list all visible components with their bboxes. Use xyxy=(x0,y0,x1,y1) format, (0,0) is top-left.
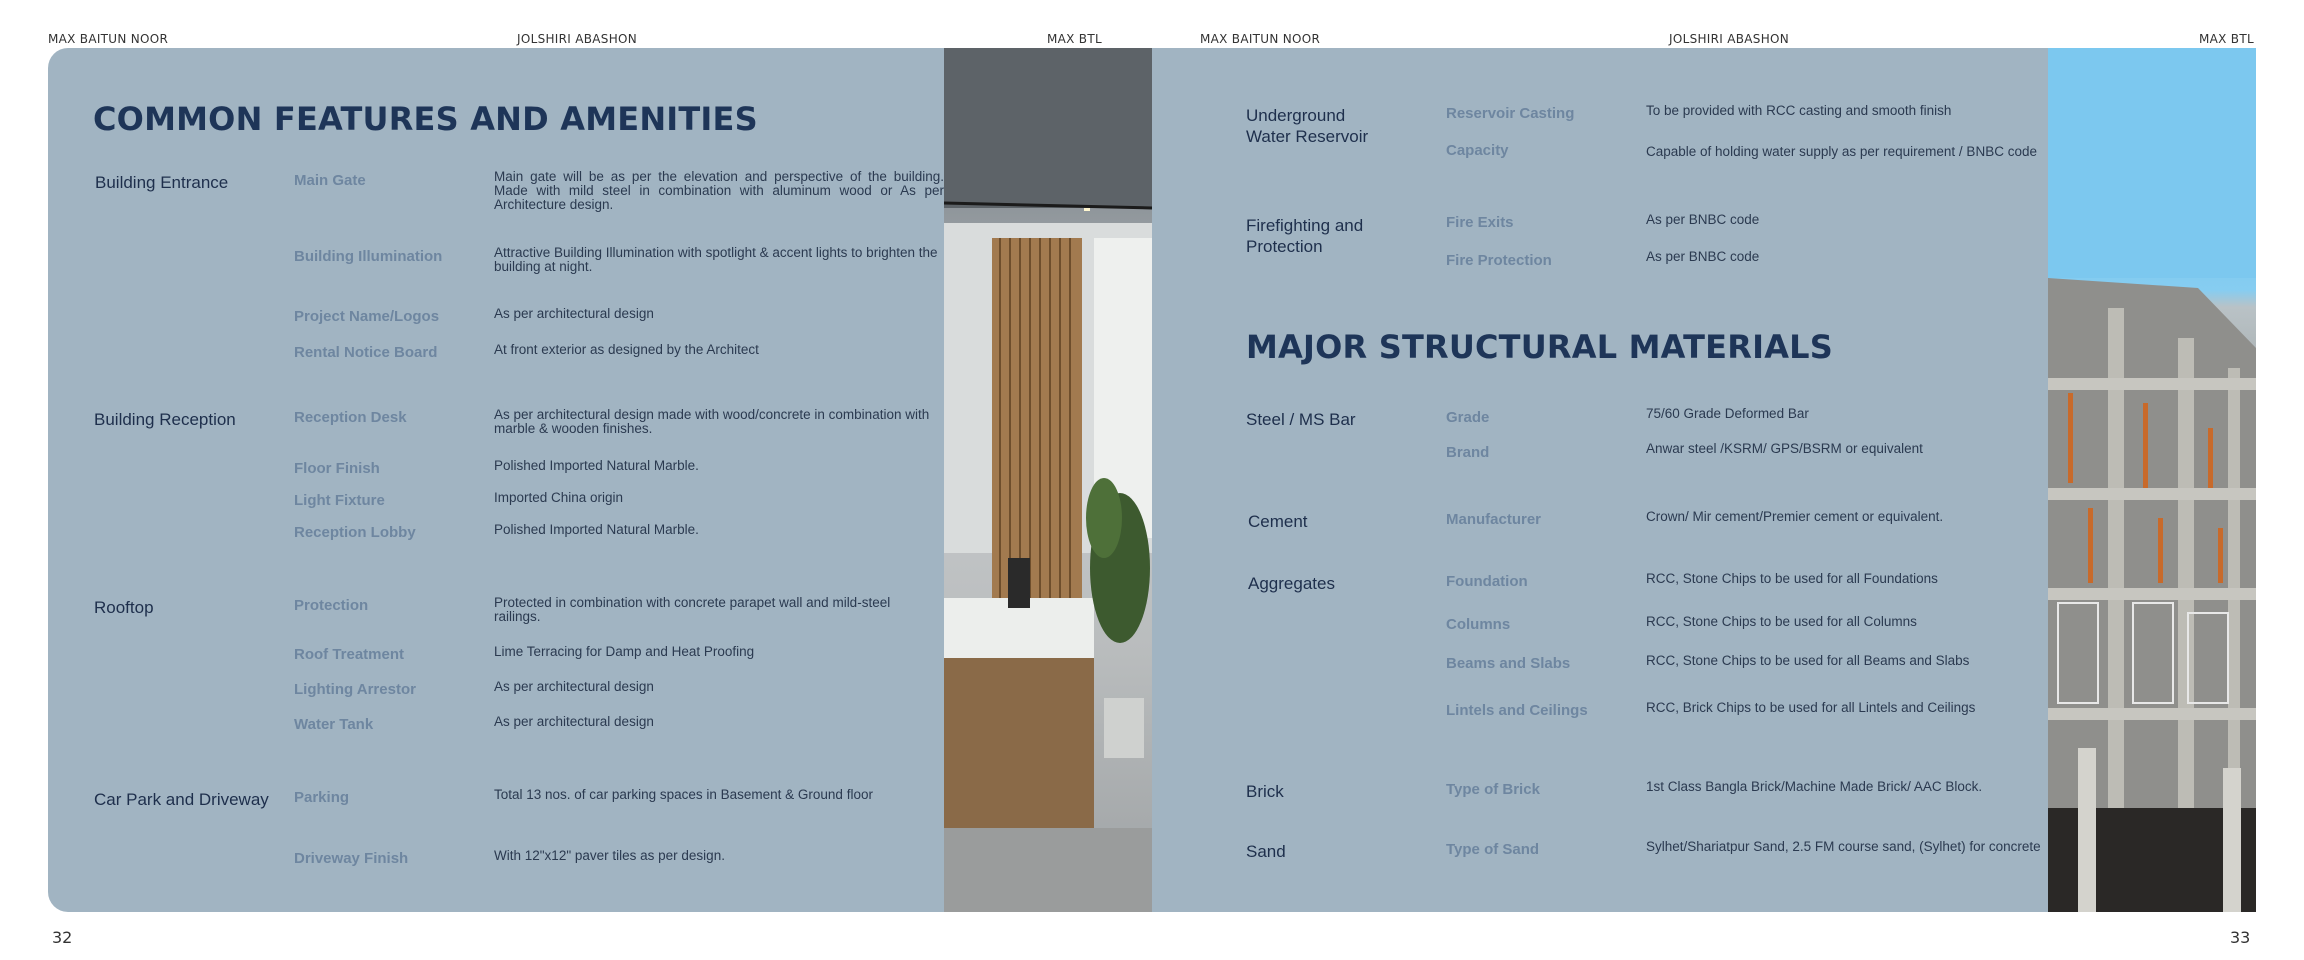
section-building-entrance: Building Entrance xyxy=(95,173,229,192)
item-label: Driveway Finish xyxy=(294,850,409,867)
item-description: Attractive Building Illumination with spotlight & accent lights to brighten the building at night. xyxy=(494,245,938,274)
item-description: With 12"x12" paver tiles as per design. xyxy=(494,848,725,863)
item-label: Main Gate xyxy=(294,172,366,189)
section-aggregates: Aggregates xyxy=(1248,574,1335,593)
item-label: Roof Treatment xyxy=(294,646,405,663)
item-description: As per architectural design xyxy=(494,679,654,694)
section-car-park: Car Park and Driveway xyxy=(94,790,269,809)
item-label: Water Tank xyxy=(294,716,374,733)
item-description: As per BNBC code xyxy=(1646,249,1760,264)
item-description: As per architectural design xyxy=(494,306,654,321)
section-steel: Steel / MS Bar xyxy=(1246,410,1356,429)
item-description: As per architectural design xyxy=(494,714,654,729)
item-label: Protection xyxy=(294,597,369,614)
section-building-reception: Building Reception xyxy=(94,410,236,429)
section-rooftop: Rooftop xyxy=(94,598,154,617)
item-label: Brand xyxy=(1446,444,1490,461)
item-description: 1st Class Bangla Brick/Machine Made Brick/ AAC Block. xyxy=(1646,779,1983,794)
item-label: Foundation xyxy=(1446,573,1528,590)
item-description: Polished Imported Natural Marble. xyxy=(494,522,699,537)
item-label: Reservoir Casting xyxy=(1446,105,1575,122)
item-description: Imported China origin xyxy=(494,490,624,505)
header-project-name: MAX BAITUN NOOR xyxy=(1200,32,1321,46)
section-sand: Sand xyxy=(1246,842,1286,861)
item-description: Capable of holding water supply as per requirement / BNBC code xyxy=(1646,144,2037,159)
item-description: RCC, Brick Chips to be used for all Lintels and Ceilings xyxy=(1646,700,1976,715)
header-company: MAX BTL xyxy=(2199,32,2254,46)
item-label: Lighting Arrestor xyxy=(294,681,416,698)
item-label: Manufacturer xyxy=(1446,511,1542,528)
item-label: Type of Brick xyxy=(1446,781,1540,798)
construction-building-photo xyxy=(2048,48,2256,912)
item-label: Reception Desk xyxy=(294,409,407,426)
item-description: RCC, Stone Chips to be used for all Columns xyxy=(1646,614,1917,629)
item-label: Project Name/Logos xyxy=(294,308,440,325)
item-description: Polished Imported Natural Marble. xyxy=(494,458,699,473)
item-description: RCC, Stone Chips to be used for all Beams and Slabs xyxy=(1646,653,1970,668)
item-description: As per BNBC code xyxy=(1646,212,1760,227)
right-page-panel xyxy=(1152,48,2256,912)
section-brick: Brick xyxy=(1246,782,1284,801)
item-description: As per architectural design made with wood/concrete in combination with marble & wooden finishes. xyxy=(494,407,930,436)
item-label: Grade xyxy=(1446,409,1490,426)
header-project-location: JOLSHIRI ABASHON xyxy=(1669,32,1790,46)
item-description: RCC, Stone Chips to be used for all Foundations xyxy=(1646,571,1938,586)
header-project-location: JOLSHIRI ABASHON xyxy=(517,32,638,46)
item-description: Anwar steel /KSRM/ GPS/BSRM or equivalent xyxy=(1646,441,1923,456)
page-number: 32 xyxy=(52,928,73,947)
item-label: Fire Exits xyxy=(1446,214,1514,231)
item-label: Fire Protection xyxy=(1446,252,1552,269)
item-description: Sylhet/Shariatpur Sand, 2.5 FM course sand, (Sylhet) for concrete xyxy=(1646,839,2041,854)
header-company: MAX BTL xyxy=(1047,32,1102,46)
item-label: Parking xyxy=(294,789,350,806)
item-label: Building Illumination xyxy=(294,248,443,265)
header-project-name: MAX BAITUN NOOR xyxy=(48,32,169,46)
item-description: Crown/ Mir cement/Premier cement or equivalent. xyxy=(1646,509,1944,524)
item-description: 75/60 Grade Deformed Bar xyxy=(1646,406,1809,421)
item-label: Light Fixture xyxy=(294,492,385,509)
item-label: Floor Finish xyxy=(294,460,380,477)
item-description: Main gate will be as per the elevation and perspective of the building. Made with mild steel in combination with aluminum wood or As per Architecture design. xyxy=(494,169,944,212)
item-description: Total 13 nos. of car parking spaces in Basement & Ground floor xyxy=(494,787,873,802)
page-number: 33 xyxy=(2230,928,2251,947)
item-label: Capacity xyxy=(1446,142,1509,159)
item-label: Type of Sand xyxy=(1446,841,1540,858)
section-title: MAJOR STRUCTURAL MATERIALS xyxy=(1246,328,1833,366)
item-label: Beams and Slabs xyxy=(1446,655,1571,672)
item-label: Reception Lobby xyxy=(294,524,416,541)
section-cement: Cement xyxy=(1248,512,1308,531)
item-label: Columns xyxy=(1446,616,1511,633)
item-description: Protected in combination with concrete parapet wall and mild-steel railings. xyxy=(494,595,891,624)
item-description: At front exterior as designed by the Architect xyxy=(494,342,759,357)
section-firefighting: Firefighting and Protection xyxy=(1246,216,1364,256)
item-description: To be provided with RCC casting and smooth finish xyxy=(1646,103,1952,118)
item-label: Lintels and Ceilings xyxy=(1446,702,1588,719)
item-label: Rental Notice Board xyxy=(294,344,438,361)
item-description: Lime Terracing for Damp and Heat Proofing xyxy=(494,644,755,659)
reception-lobby-photo xyxy=(944,48,1152,912)
section-underground-reservoir: Underground Water Reservoir xyxy=(1246,106,1369,146)
left-page-panel xyxy=(48,48,1152,912)
page-title: COMMON FEATURES AND AMENITIES xyxy=(93,100,758,138)
